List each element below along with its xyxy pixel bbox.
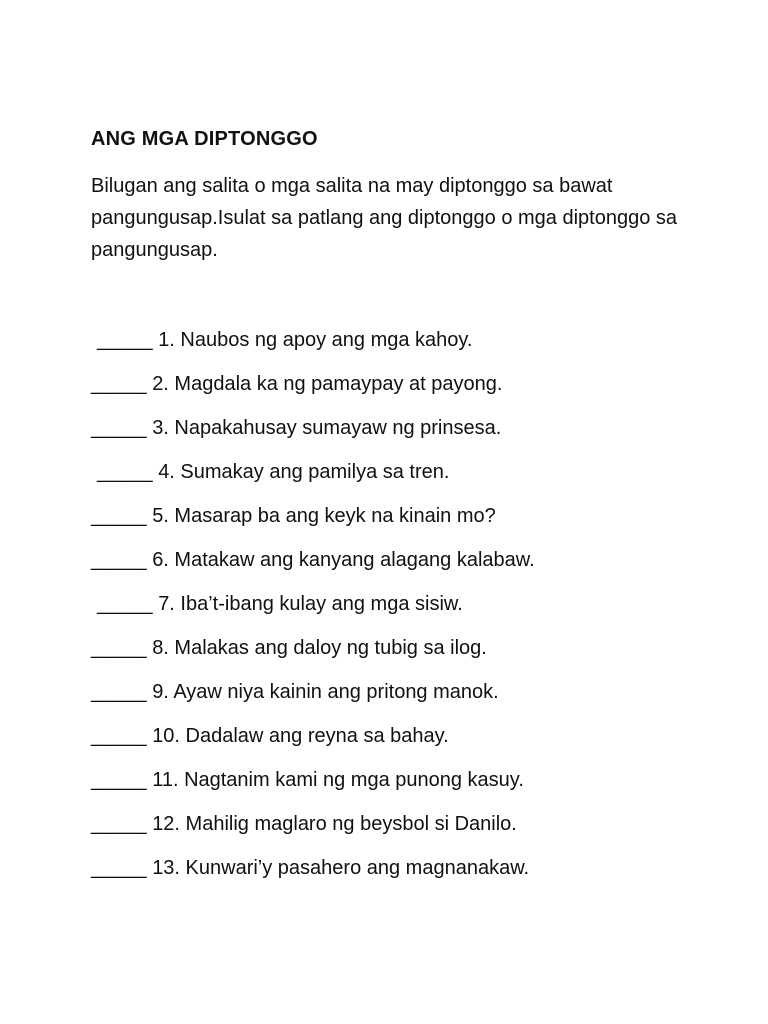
answer-blank: _____ [97,593,153,615]
answer-blank: _____ [91,637,147,659]
answer-blank: _____ [91,505,147,527]
sentence-item [91,634,535,678]
sentence-item [91,458,535,502]
sentence-item [91,370,535,414]
sentence-text: 2. Magdala ka ng pamaypay at payong. [152,373,503,395]
answer-blank: _____ [97,329,153,351]
sentence-item [91,326,535,370]
sentence-text: 11. Nagtanim kami ng mga punong kasuy. [152,769,524,791]
sentence-text: 1. Naubos ng apoy ang mga kahoy. [158,329,473,351]
sentence-item [91,766,535,810]
answer-blank: _____ [91,813,147,835]
sentence-text: 3. Napakahusay sumayaw ng prinsesa. [152,417,502,439]
answer-blank: _____ [91,373,147,395]
sentence-text: 10. Dadalaw ang reyna sa bahay. [152,725,449,747]
sentence-text: 8. Malakas ang daloy ng tubig sa ilog. [152,637,487,659]
answer-blank: _____ [97,461,153,483]
sentence-text: 7. Iba’t-ibang kulay ang mga sisiw. [158,593,463,615]
worksheet-title: ANG MGA DIPTONGGO [91,128,318,150]
answer-blank: _____ [91,769,147,791]
answer-blank: _____ [91,857,147,879]
sentence-item [91,546,535,590]
answer-blank: _____ [91,417,147,439]
sentence-list [91,326,535,898]
answer-blank: _____ [91,681,147,703]
sentence-item [91,854,535,898]
sentence-item [91,414,535,458]
answer-blank: _____ [91,549,147,571]
worksheet-instructions: Bilugan ang salita o mga salita na may diptonggo sa bawat pangungusap.Isulat sa patlang ang diptonggo o mga diptonggo sa pangungusap. [91,175,678,261]
sentence-item [91,722,535,766]
answer-blank: _____ [91,725,147,747]
sentence-text: 5. Masarap ba ang keyk na kinain mo? [152,505,496,527]
sentence-text: 6. Matakaw ang kanyang alagang kalabaw. [152,549,535,571]
sentence-item [91,678,535,722]
sentence-text: 12. Mahilig maglaro ng beysbol si Danilo. [152,813,517,835]
sentence-item [91,502,535,546]
sentence-text: 9. Ayaw niya kainin ang pritong manok. [152,681,499,703]
sentence-item [91,810,535,854]
sentence-item [91,590,535,634]
sentence-text: 4. Sumakay ang pamilya sa tren. [158,461,450,483]
sentence-text: 13. Kunwari’y pasahero ang magnanakaw. [152,857,530,879]
